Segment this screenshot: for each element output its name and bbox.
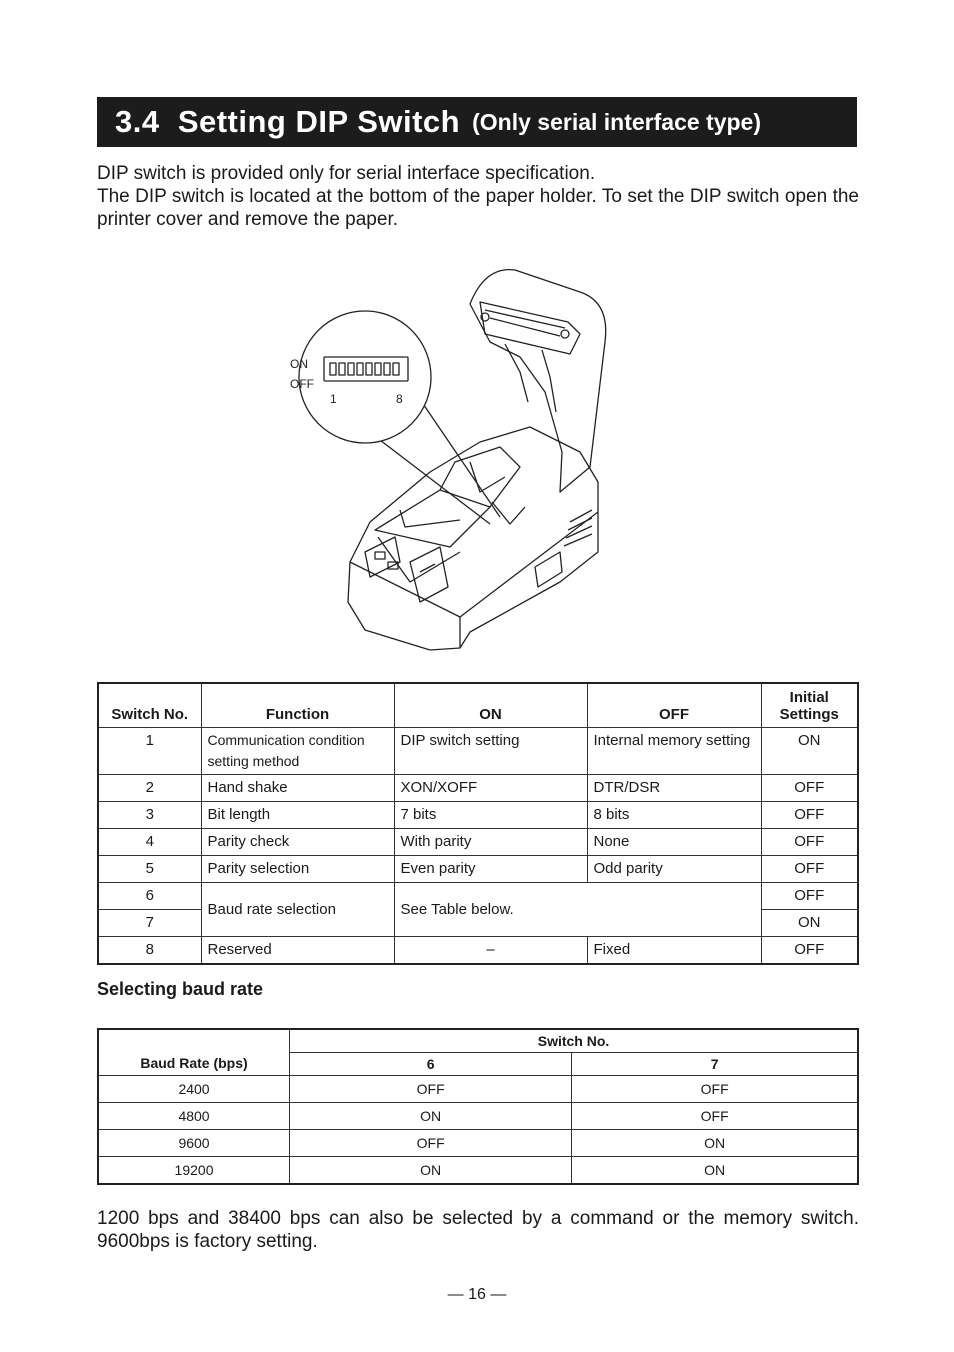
table-row (98, 1076, 858, 1103)
cell-on: Even parity (394, 856, 587, 883)
table-row (98, 856, 858, 883)
printer-dip-switch-illustration (280, 262, 610, 652)
cell-off: Fixed (587, 937, 761, 965)
cell-off: 8 bits (587, 802, 761, 829)
table-row (98, 1103, 858, 1130)
cell-off: Odd parity (587, 856, 761, 883)
cell-switch-no: 3 (98, 802, 201, 829)
cell-switch-no: 8 (98, 937, 201, 965)
dip-off-label: OFF (290, 377, 314, 391)
intro-line-1: DIP switch is provided only for serial interface specification. (97, 163, 596, 184)
intro-text (97, 162, 859, 231)
cell-initial: ON (761, 910, 858, 937)
cell-initial: OFF (761, 937, 858, 965)
cell-baud-rate: 19200 (98, 1157, 290, 1185)
cell-switch-no: 5 (98, 856, 201, 883)
cell-switch-6: ON (290, 1157, 572, 1185)
cell-on: DIP switch setting (394, 728, 587, 775)
col-header-switch-6: 6 (290, 1053, 572, 1076)
baud-rate-table (97, 1028, 859, 1185)
cell-initial: ON (761, 728, 858, 775)
cell-off: None (587, 829, 761, 856)
cell-function: Hand shake (201, 775, 394, 802)
table-row (98, 728, 858, 775)
cell-on: – (394, 937, 587, 965)
cell-off: DTR/DSR (587, 775, 761, 802)
cell-switch-7: OFF (572, 1103, 858, 1130)
cell-switch-7: ON (572, 1157, 858, 1185)
dip-last-switch-number: 8 (396, 392, 403, 406)
col-header-baud-rate: Baud Rate (bps) (98, 1029, 290, 1076)
cell-switch-7: OFF (572, 1076, 858, 1103)
col-header-on: ON (394, 683, 587, 728)
intro-line-2: The DIP switch is located at the bottom of the paper holder. To set the DIP switch open the printer cover and remove the paper. (97, 186, 859, 230)
cell-initial: OFF (761, 829, 858, 856)
table-row (98, 775, 858, 802)
page-number: — 16 — (447, 1286, 507, 1303)
table-row (98, 1130, 858, 1157)
footer-note (97, 1207, 859, 1253)
table-row (98, 1157, 858, 1185)
printer-body (348, 427, 598, 650)
cell-baud-rate: 2400 (98, 1076, 290, 1103)
col-header-switch-no: Switch No. (98, 683, 201, 728)
cell-switch-6: ON (290, 1103, 572, 1130)
baud-rate-heading: Selecting baud rate (97, 979, 264, 999)
printer-cover-open (470, 270, 606, 492)
section-title-bar (97, 97, 857, 147)
cell-on: 7 bits (394, 802, 587, 829)
dip-on-label: ON (290, 357, 308, 371)
col-header-off: OFF (587, 683, 761, 728)
magnifier-circle (299, 311, 431, 443)
cell-on: XON/XOFF (394, 775, 587, 802)
table-header-row (98, 683, 858, 728)
table-row (98, 937, 858, 965)
cell-switch-6: OFF (290, 1076, 572, 1103)
table-row (98, 829, 858, 856)
cell-switch-no: 1 (98, 728, 201, 775)
cell-switch-no: 7 (98, 910, 201, 937)
cell-switch-no: 4 (98, 829, 201, 856)
cell-function: Reserved (201, 937, 394, 965)
cell-initial: OFF (761, 802, 858, 829)
section-title: 3.4 Setting DIP Switch (115, 104, 461, 139)
cell-initial: OFF (761, 775, 858, 802)
col-header-initial: Initial Settings (761, 683, 858, 728)
cell-on: With parity (394, 829, 587, 856)
cell-function: Parity check (201, 829, 394, 856)
col-header-function: Function (201, 683, 394, 728)
cell-off: Internal memory setting (587, 728, 761, 775)
section-subtitle: (Only serial interface type) (472, 108, 762, 135)
dip-first-switch-number: 1 (330, 392, 337, 406)
table-row (98, 802, 858, 829)
cell-function: Bit length (201, 802, 394, 829)
col-header-switch-no: Switch No. (290, 1029, 858, 1053)
table-header-row (98, 1029, 858, 1053)
cell-function: Baud rate selection (201, 883, 394, 937)
cell-function: Communication condition setting method (201, 728, 394, 775)
table-row (98, 883, 858, 910)
cell-function: Parity selection (201, 856, 394, 883)
cell-switch-6: OFF (290, 1130, 572, 1157)
cell-initial: OFF (761, 883, 858, 910)
col-header-switch-7: 7 (572, 1053, 858, 1076)
cell-baud-rate: 9600 (98, 1130, 290, 1157)
cell-switch-no: 6 (98, 883, 201, 910)
cell-switch-7: ON (572, 1130, 858, 1157)
footer-note-text: 1200 bps and 38400 bps can also be selected by a command or the memory switch. 9600bps is factory setting. (97, 1208, 859, 1252)
cell-on: See Table below. (394, 883, 761, 937)
cell-switch-no: 2 (98, 775, 201, 802)
dip-switch-table (97, 682, 859, 965)
cell-initial: OFF (761, 856, 858, 883)
cell-baud-rate: 4800 (98, 1103, 290, 1130)
